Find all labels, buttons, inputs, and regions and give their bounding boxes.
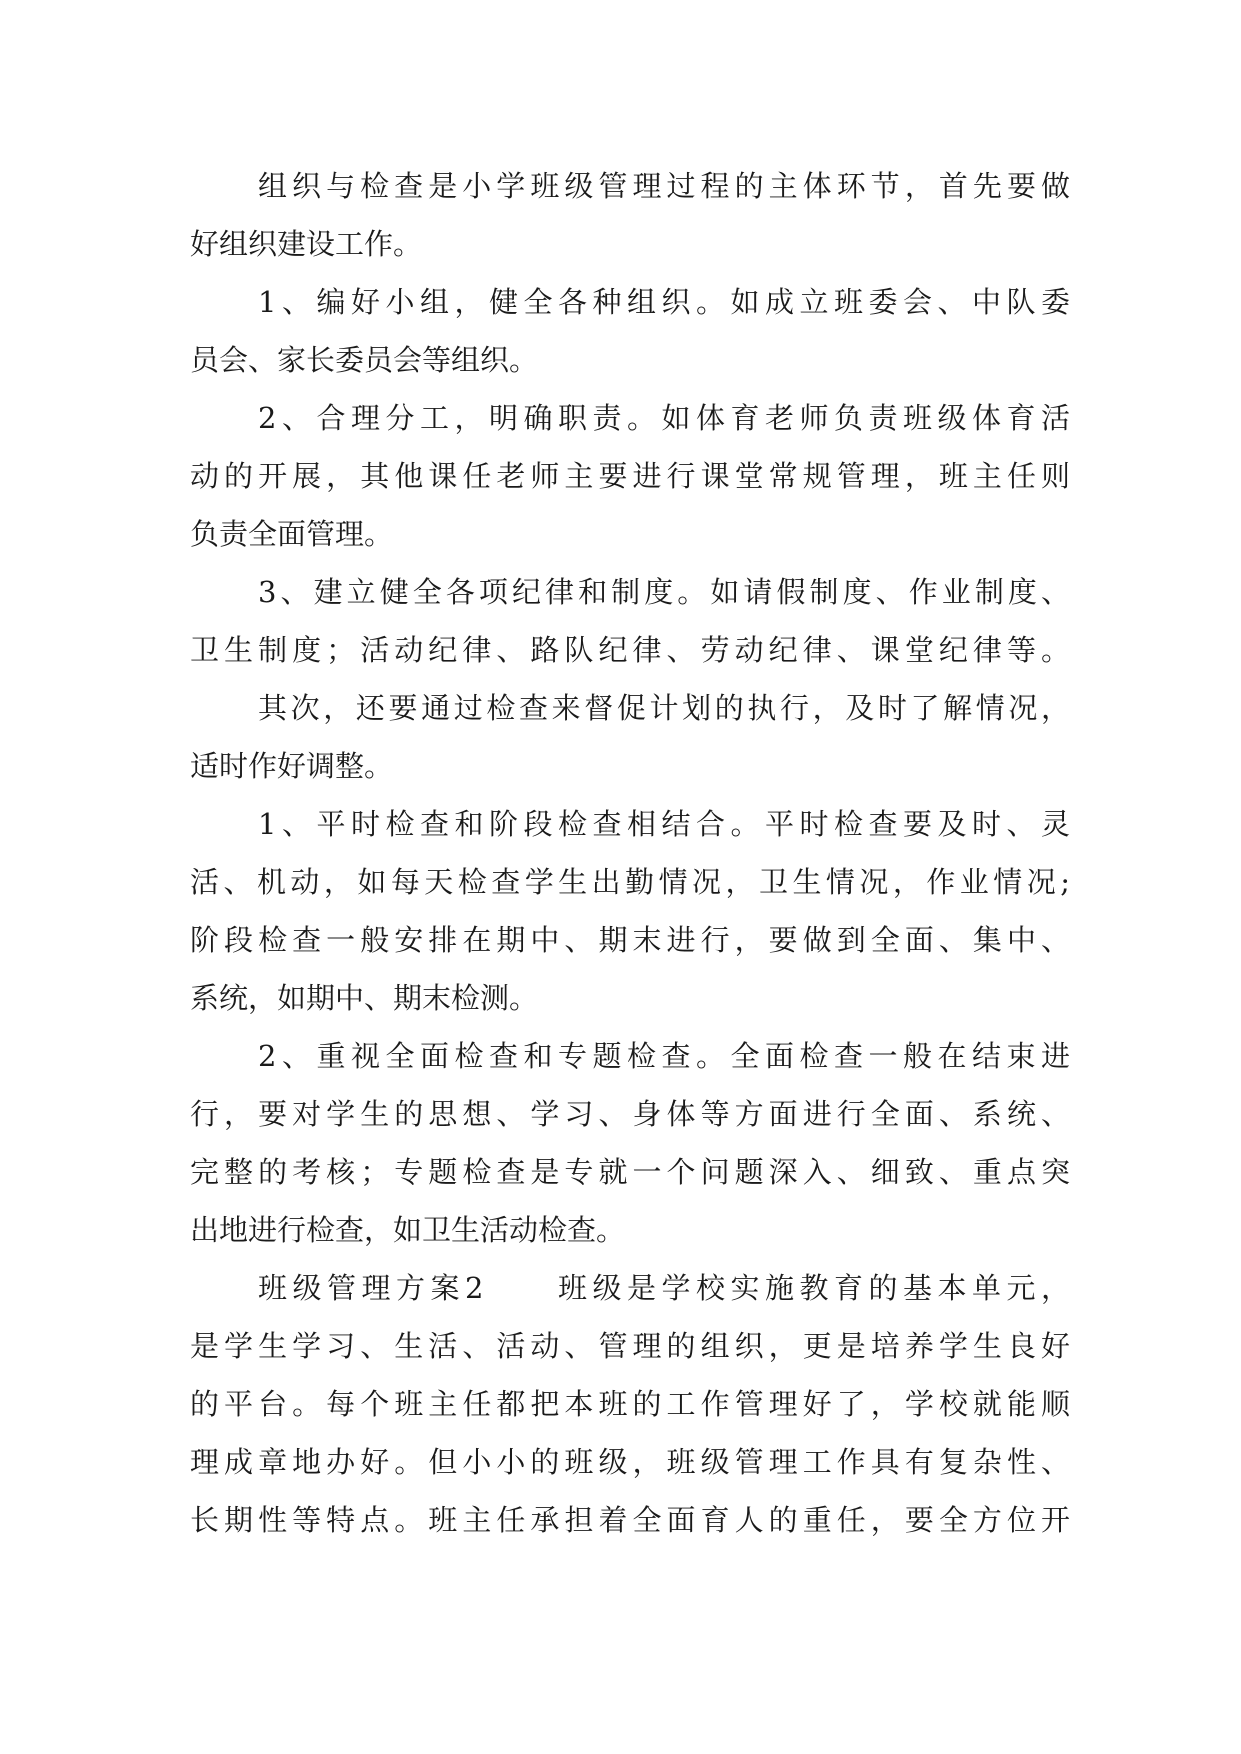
paragraph-8-line-4: 理成章地办好。但小小的班级，班级管理工作具有复杂性、 bbox=[190, 1445, 1070, 1479]
paragraph-8-line-2: 是学生学习、生活、活动、管理的组织，更是培养学生良好 bbox=[190, 1329, 1070, 1363]
paragraph-2-line-1: 1、编好小组，健全各种组织。如成立班委会、中队委 bbox=[258, 285, 1070, 319]
paragraph-7-line-1: 2、重视全面检查和专题检查。全面检查一般在结束进 bbox=[258, 1039, 1070, 1073]
paragraph-1-line-2: 好组织建设工作。 bbox=[190, 227, 423, 261]
paragraph-3-line-1: 2、合理分工，明确职责。如体育老师负责班级体育活 bbox=[258, 401, 1070, 435]
paragraph-3-line-3: 负责全面管理。 bbox=[190, 517, 394, 551]
document-body bbox=[190, 157, 1070, 1549]
paragraph-5-line-1: 其次，还要通过检查来督促计划的执行，及时了解情况， bbox=[258, 691, 1070, 725]
paragraph-8-line-1: 班级管理方案2 班级是学校实施教育的基本单元， bbox=[258, 1271, 1070, 1305]
paragraph-4-line-2: 卫生制度；活动纪律、路队纪律、劳动纪律、课堂纪律等。 bbox=[190, 633, 1070, 667]
paragraph-6-line-2: 活、机动，如每天检查学生出勤情况，卫生情况，作业情况; bbox=[190, 865, 1070, 899]
paragraph-8-line-5: 长期性等特点。班主任承担着全面育人的重任，要全方位开 bbox=[190, 1503, 1070, 1537]
paragraph-7-line-2: 行，要对学生的思想、学习、身体等方面进行全面、系统、 bbox=[190, 1097, 1070, 1131]
paragraph-3-line-2: 动的开展，其他课任老师主要进行课堂常规管理，班主任则 bbox=[190, 459, 1070, 493]
paragraph-5-line-2: 适时作好调整。 bbox=[190, 749, 394, 783]
paragraph-1-line-1: 组织与检查是小学班级管理过程的主体环节，首先要做 bbox=[258, 169, 1070, 203]
paragraph-6-line-3: 阶段检查一般安排在期中、期末进行，要做到全面、集中、 bbox=[190, 923, 1070, 957]
paragraph-6-line-4: 系统，如期中、期末检测。 bbox=[190, 981, 539, 1015]
paragraph-4-line-1: 3、建立健全各项纪律和制度。如请假制度、作业制度、 bbox=[258, 575, 1070, 609]
paragraph-2-line-2: 员会、家长委员会等组织。 bbox=[190, 343, 539, 377]
paragraph-7-line-3: 完整的考核；专题检查是专就一个问题深入、细致、重点突 bbox=[190, 1155, 1070, 1189]
paragraph-8-line-3: 的平台。每个班主任都把本班的工作管理好了，学校就能顺 bbox=[190, 1387, 1070, 1421]
paragraph-6-line-1: 1、平时检查和阶段检查相结合。平时检查要及时、灵 bbox=[258, 807, 1070, 841]
paragraph-7-line-4: 出地进行检查，如卫生活动检查。 bbox=[190, 1213, 626, 1247]
